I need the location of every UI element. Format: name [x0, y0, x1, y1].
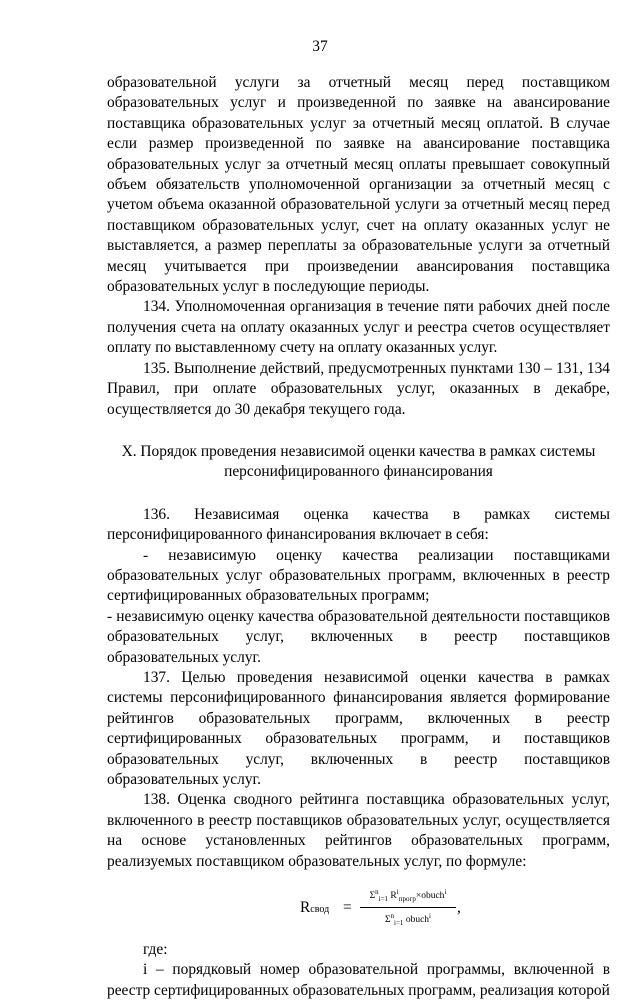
- list-item-dash-1: - независимую оценку качества реализации поставщиками образовательных услуг образовательных программ, включенных в реестр сертифицированных образовательных программ;: [107, 546, 610, 605]
- paragraph-135: 135. Выполнение действий, предусмотренных пунктами 130 – 131, 134 Правил, при оплате образовательных услуг, оказанных в декабре, осуществляется до 30 декабря текущего года.: [107, 359, 610, 418]
- paragraph-continuation: образовательной услуги за отчетный месяц перед поставщиком образовательных услуг и произведенной по заявке на авансирование поставщика образовательных услуг за отчетный месяц оплатой. В случае если размер произведенной по заявке на авансирование поставщика образовательных услуг за отчетный месяц оплаты превышает совокупный объем обязательств уполномоченной организации за отчетный месяц с учетом объема оказанной образовательной услуги за отчетный месяц перед поставщиком образовательных услуг, счет на оплату оказанных услуг не выставляется, а размер переплаты за образовательные услуги за отчетный месяц учитывается при произведении авансирования поставщика образовательных услуг в последующие периоды.: [107, 74, 610, 296]
- paragraph-137: 137. Целью проведения независимой оценки качества в рамках системы персонифицированного финансирования является формирование рейтингов образовательных программ, включенных в реестр сертифицированных образовательных программ, и поставщиков образовательных услуг, включенных в реестр поставщиков образовательных услуг.: [107, 668, 610, 788]
- formula-comma: ,: [457, 899, 461, 917]
- rating-formula: [107, 886, 610, 934]
- fraction-bar: [360, 907, 456, 908]
- formula-lhs: Rсвод: [300, 899, 330, 917]
- formula-denominator: $\Sigma^n_{i=1}$ obuch$^i$: [385, 912, 431, 928]
- document-body: [107, 73, 610, 1001]
- paragraph-136: 136. Независимая оценка качества в рамках системы персонифицированного финансирования включает в себя:: [107, 505, 610, 544]
- section-heading: X. Порядок проведения независимой оценки качества в рамках системы персонифицированного финансирования: [121, 442, 596, 481]
- formula-equals: =: [343, 899, 352, 917]
- paragraph-definition-i: i – порядковый номер образовательной программы, включенной в реестр сертифицированных образовательных программ, реализация которой: [107, 961, 610, 999]
- paragraph-134: 134. Уполномоченная организация в течение пяти рабочих дней после получения счета на оплату оказанных услуг и реестра счетов осуществляет оплату по выставленному счету на оплату оказанных услуг.: [107, 298, 610, 357]
- formula-fraction: [360, 886, 456, 929]
- formula-numerator: $\Sigma^n_{i=1}$ $R^i_{прогр}\times obuch^i$: [369, 888, 447, 904]
- list-item-dash-2: - независимую оценку качества образовательной деятельности поставщиков образовательных услуг, включенных в реестр поставщиков образовательных услуг.: [107, 607, 610, 666]
- page-number: 37: [312, 38, 328, 55]
- where-label: где:: [143, 941, 168, 959]
- paragraph-138: 138. Оценка сводного рейтинга поставщика образовательных услуг, включенного в реестр поставщиков образовательных услуг, осуществляется на основе установленных рейтингов образовательных программ, реализуемых поставщиком образовательных услуг, по формуле:: [107, 791, 610, 870]
